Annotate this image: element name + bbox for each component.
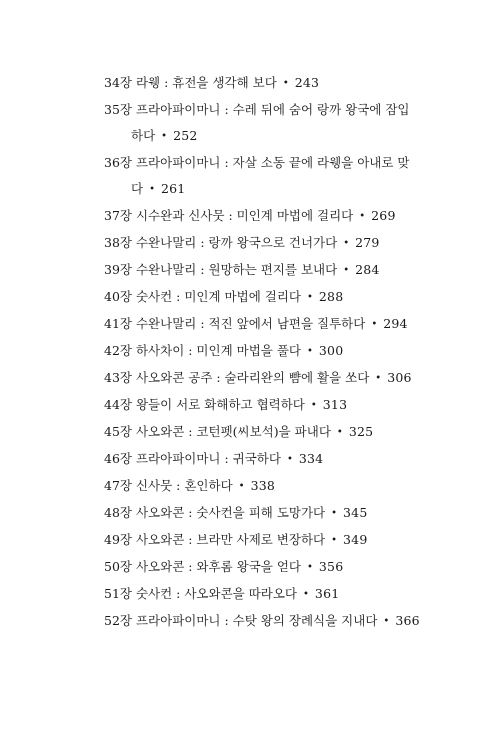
page-number: 349 bbox=[343, 532, 368, 547]
bullet-separator: • bbox=[161, 131, 168, 142]
chapter-number: 49장 bbox=[104, 532, 132, 547]
page-number: 288 bbox=[318, 289, 344, 304]
chapter-title: 수완나말리 : 랑까 왕국으로 건너가다 bbox=[135, 235, 338, 250]
chapter-title: 사오와콘 : 숫사컨을 피해 도망가다 bbox=[135, 505, 326, 520]
bullet-separator: • bbox=[286, 454, 293, 465]
chapter-number: 50장 bbox=[104, 559, 132, 574]
page-number: 252 bbox=[173, 128, 198, 143]
toc-entry-46 bbox=[104, 446, 434, 473]
page-number: 306 bbox=[387, 370, 412, 385]
page-number: 361 bbox=[314, 586, 340, 601]
chapter-title: 프라아파이마니 : 수레 뒤에 숨어 랑까 왕국에 잠입 bbox=[135, 102, 410, 117]
toc-entry-51 bbox=[104, 581, 434, 608]
toc-entry-39 bbox=[104, 257, 434, 284]
page-number: 243 bbox=[294, 75, 320, 90]
chapter-number: 46장 bbox=[104, 451, 132, 466]
toc-entry-41 bbox=[104, 311, 434, 338]
toc-entry-35 bbox=[104, 97, 434, 150]
bullet-separator: • bbox=[336, 427, 343, 438]
chapter-title: 프라아파이마니 : 자살 소동 끝에 라웽을 아내로 맞 bbox=[135, 155, 410, 170]
page-number: 279 bbox=[355, 235, 380, 250]
page-number: 294 bbox=[383, 316, 408, 331]
chapter-number: 51장 bbox=[104, 586, 132, 601]
chapter-number: 47장 bbox=[104, 478, 132, 493]
bullet-separator: • bbox=[306, 292, 313, 303]
bullet-separator: • bbox=[310, 400, 317, 411]
page-number: 269 bbox=[371, 208, 396, 223]
chapter-number: 41장 bbox=[104, 316, 132, 331]
chapter-number: 52장 bbox=[104, 613, 132, 628]
chapter-number: 42장 bbox=[104, 343, 132, 358]
chapter-title: 숫사컨 : 미인계 마법에 걸리다 bbox=[135, 289, 301, 304]
page-number: 356 bbox=[318, 559, 344, 574]
chapter-title: 왕들이 서로 화해하고 협력하다 bbox=[135, 397, 305, 412]
bullet-separator: • bbox=[375, 373, 382, 384]
chapter-title-continued: 다 bbox=[131, 181, 144, 196]
bullet-separator: • bbox=[331, 535, 338, 546]
toc-entry-44 bbox=[104, 392, 434, 419]
bullet-separator: • bbox=[306, 562, 313, 573]
page-number: 325 bbox=[348, 424, 374, 439]
page-number: 345 bbox=[343, 505, 368, 520]
bullet-separator: • bbox=[331, 508, 338, 519]
bullet-separator: • bbox=[303, 589, 309, 600]
bullet-separator: • bbox=[282, 78, 289, 89]
toc-entry-52 bbox=[104, 608, 434, 635]
chapter-title: 수완나말리 : 원망하는 편지를 보내다 bbox=[135, 262, 338, 277]
page-number: 366 bbox=[395, 613, 420, 628]
chapter-title: 라웽 : 휴전을 생각해 보다 bbox=[135, 75, 277, 90]
chapter-title: 수완나말리 : 적진 앞에서 남편을 질투하다 bbox=[135, 316, 366, 331]
page-number: 313 bbox=[322, 397, 348, 412]
chapter-title: 프라아파이마니 : 귀국하다 bbox=[135, 451, 281, 466]
toc-entry-45 bbox=[104, 419, 434, 446]
chapter-title: 하사차이 : 미인계 마법을 풀다 bbox=[135, 343, 301, 358]
chapter-title: 사오와콘 : 브라만 사제로 변장하다 bbox=[135, 532, 326, 547]
chapter-number: 45장 bbox=[104, 424, 132, 439]
chapter-title: 사오와콘 : 코턴펫(씨보석)을 파내다 bbox=[135, 424, 331, 439]
chapter-number: 34장 bbox=[104, 75, 132, 90]
chapter-title: 신사뭇 : 혼인하다 bbox=[135, 478, 233, 493]
toc-entry-42 bbox=[104, 338, 434, 365]
chapter-number: 38장 bbox=[104, 235, 132, 250]
toc-entry-36 bbox=[104, 150, 434, 203]
page-number: 334 bbox=[298, 451, 324, 466]
toc-entry-49 bbox=[104, 527, 434, 554]
bullet-separator: • bbox=[306, 346, 313, 357]
toc-entry-43 bbox=[104, 365, 434, 392]
chapter-title: 시수완과 신사뭇 : 미인계 마법에 걸리다 bbox=[135, 208, 354, 223]
toc-entry-47 bbox=[104, 473, 434, 500]
toc-entry-34 bbox=[104, 70, 434, 97]
chapter-number: 40장 bbox=[104, 289, 132, 304]
chapter-number: 39장 bbox=[104, 262, 132, 277]
toc-entry-50 bbox=[104, 554, 434, 581]
page-number: 338 bbox=[250, 478, 276, 493]
page-number: 300 bbox=[318, 343, 344, 358]
chapter-title: 프라아파이마니 : 수탓 왕의 장례식을 지내다 bbox=[135, 613, 378, 628]
chapter-title: 숫사컨 : 사오와콘을 따라오다 bbox=[135, 586, 298, 601]
chapter-number: 36장 bbox=[104, 155, 132, 170]
toc-entry-48 bbox=[104, 500, 434, 527]
bullet-separator: • bbox=[343, 238, 350, 249]
chapter-number: 43장 bbox=[104, 370, 132, 385]
toc-entry-37 bbox=[104, 203, 434, 230]
chapter-title: 사오와콘 : 와후롬 왕국을 얻다 bbox=[135, 559, 301, 574]
bullet-separator: • bbox=[359, 211, 366, 222]
chapter-number: 35장 bbox=[104, 102, 132, 117]
page-number: 261 bbox=[160, 181, 186, 196]
toc-entry-40 bbox=[104, 284, 434, 311]
bullet-separator: • bbox=[383, 616, 390, 627]
chapter-title-continued: 하다 bbox=[131, 128, 156, 143]
chapter-number: 37장 bbox=[104, 208, 132, 223]
bullet-separator: • bbox=[371, 319, 378, 330]
page-number: 284 bbox=[355, 262, 380, 277]
chapter-number: 44장 bbox=[104, 397, 132, 412]
bullet-separator: • bbox=[149, 184, 155, 195]
chapter-title: 사오와콘 공주 : 술라리완의 뺨에 활을 쏘다 bbox=[135, 370, 370, 385]
bullet-separator: • bbox=[343, 265, 350, 276]
bullet-separator: • bbox=[238, 481, 245, 492]
chapter-number: 48장 bbox=[104, 505, 132, 520]
toc-entry-38 bbox=[104, 230, 434, 257]
table-of-contents bbox=[104, 70, 434, 635]
